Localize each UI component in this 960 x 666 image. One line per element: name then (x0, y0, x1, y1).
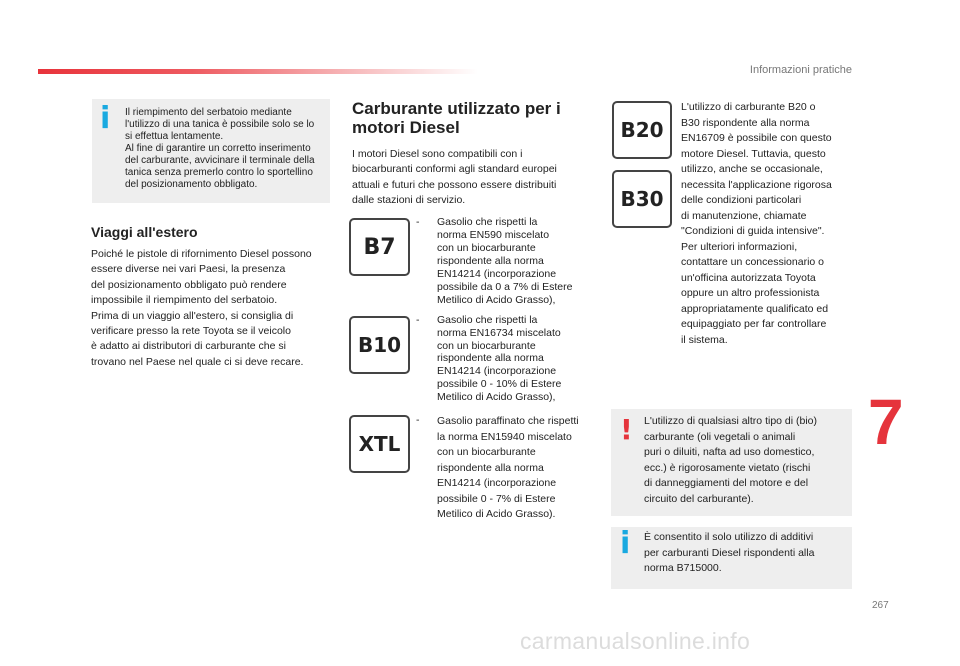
fuel-badge-b30: B30 (612, 170, 672, 228)
fuel-text-xtl: Gasolio paraffinato che rispetti la norma EN15940 miscelato con un biocarburante rispondente alla norma EN14214 (incorporazione possibile 0 - 7% di Estere Metilico di Acido Grasso). (437, 415, 579, 520)
fuel-badge-b10: B10 (349, 316, 410, 374)
page-title: Carburante utilizzato per i motori Diesel (352, 99, 561, 137)
warning-icon: ! (620, 413, 633, 446)
section-title: Informazioni pratiche (749, 64, 852, 76)
info-icon: i (620, 526, 631, 561)
fuel-badge-xtl: XTL (349, 415, 410, 473)
header-accent-bar (38, 69, 478, 74)
warning-text: L'utilizzo di qualsiasi altro tipo di (bio) carburante (oli vegetali o animali puri o diluiti, nafta ad uso domestico, ecc.) è rigorosamente vietato (rischi di danneggiamenti del motore e del circuito del carburante). (644, 415, 818, 505)
chapter-number: 7 (868, 386, 904, 458)
additive-text: È consentito il solo utilizzo di additivi per carburanti Diesel rispondenti alla norma B715000. (644, 531, 815, 574)
abroad-text: Poiché le pistole di rifornimento Diesel possono essere diverse nei vari Paesi, la presenza del posizionamento obbligato può rendere impossibile il riempimento del serbatoio. Prima di un viaggio all'estero, si consiglia di verificare presso la rete Toyota se il veicolo è adatto ai distributori di carburante che si trovano nel Paese nel quale ci si deve recare. (91, 248, 312, 368)
info-icon: i (100, 101, 111, 136)
intro-text: I motori Diesel sono compatibili con i biocarburanti conformi agli standard europei attuali e futuri che possono essere distribuiti dalle stazioni di servizio. (352, 148, 557, 207)
fuel-text-b7: Gasolio che rispetti la norma EN590 miscelato con un biocarburante rispondente alla norma EN14214 (incorporazione possibile da 0 a 7% di Estere Metilico di Acido Grasso), (437, 216, 573, 306)
fuel-dash: - (416, 216, 420, 228)
fuel-badge-b20: B20 (612, 101, 672, 159)
page-number: 267 (872, 600, 889, 611)
fuel-dash: - (416, 414, 420, 426)
fuel-text-b10: Gasolio che rispetti la norma EN16734 miscelato con un biocarburante rispondente alla norma EN14214 (incorporazione possibile 0 - 10% di Estere Metilico di Acido Grasso), (437, 314, 562, 403)
b20-b30-text: L'utilizzo di carburante B20 o B30 rispondente alla norma EN16709 è possibile con questo motore Diesel. Tuttavia, questo utilizzo, anche se occasionale, necessita l'applicazione rigorosa delle condizioni particolari di manutenzione, chiamate "Condizioni di guida intensive". Per ulteriori informazioni, contattare un concessionario o un'officina autorizzata Toyota oppure un altro professionista appropriatamente qualificato ed equipaggiato per far controllare il sistema. (681, 101, 832, 346)
abroad-heading: Viaggi all'estero (91, 224, 198, 240)
fuel-badge-b7: B7 (349, 218, 410, 276)
fuel-dash: - (416, 314, 420, 326)
info-filling-text: Il riempimento del serbatoio mediante l'utilizzo di una tanica è possibile solo se lo si effettua lentamente. Al fine di garantire un corretto inserimento del carburante, avvicinare il terminale della tanica senza premerlo contro lo sportellino del posizionamento obbligato. (125, 107, 315, 190)
watermark: carmanualsonline.info (520, 628, 751, 654)
